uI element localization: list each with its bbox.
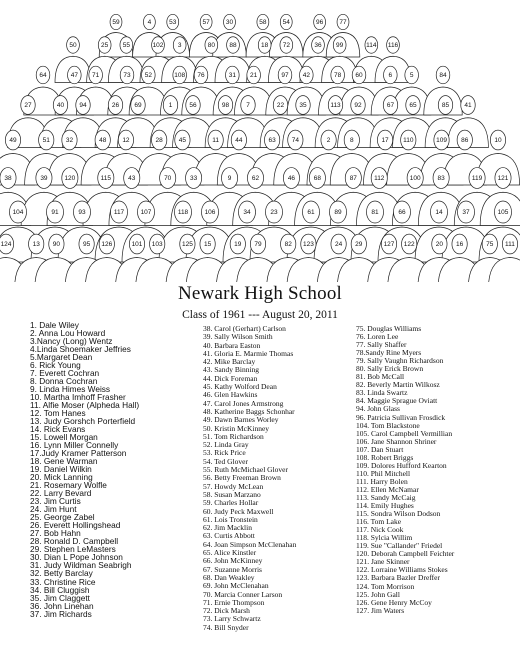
name-entry: 72. Dick Marsh	[203, 606, 250, 616]
name-entry: 117. Nick Cook	[356, 525, 404, 535]
person-number-label: 27	[24, 102, 32, 110]
person-number-label: 13	[32, 241, 40, 249]
name-entry: 34. Bill Cluggish	[30, 584, 90, 595]
name-entry: 63. Curtis Abbott	[203, 531, 255, 541]
person-number-label: 4	[147, 19, 152, 27]
name-list-column-3	[356, 325, 454, 615]
person-number-label: 16	[455, 241, 464, 249]
person-number-label: 9	[227, 175, 232, 183]
name-entry: 8. Donna Cochran	[30, 376, 98, 387]
name-entry: 16. Lynn Miller Connelly	[30, 440, 119, 451]
name-entry: 110. Phil Mitchell	[356, 468, 411, 478]
person-number-label: 44	[235, 137, 243, 145]
person-number-label: 8	[350, 137, 354, 145]
person-number-label: 110	[403, 137, 414, 145]
person-number-label: 79	[254, 241, 262, 249]
person-number-label: 34	[243, 209, 251, 217]
name-entry: 14. Rick Evans	[30, 424, 86, 435]
name-list-column-1	[30, 321, 139, 618]
person-number-label: 126	[101, 241, 113, 249]
person-number-label: 109	[436, 137, 447, 145]
person-number-label: 77	[339, 19, 347, 27]
person-number-label: 35	[299, 102, 307, 110]
person-number-label: 97	[281, 72, 289, 80]
person-number-label: 93	[78, 209, 86, 217]
name-entry: 37. Jim Richards	[30, 608, 92, 619]
person-number-label: 52	[144, 72, 152, 80]
name-entry: 26. Everett Hollingshead	[30, 520, 121, 531]
name-entry: 75. Douglas Williams	[356, 324, 422, 333]
person-number-label: 26	[111, 102, 120, 110]
name-entry: 114. Emily Hughes	[356, 501, 414, 511]
person-number-label: 90	[52, 241, 61, 249]
person-number-label: 61	[307, 209, 315, 217]
name-entry: 124. Tom Morrison	[356, 581, 415, 591]
person-number-label: 64	[39, 72, 47, 80]
person-number-label: 71	[92, 72, 100, 80]
person-number-label: 25	[101, 42, 109, 50]
person-number-label: 7	[246, 102, 250, 110]
person-number-label: 38	[4, 175, 12, 183]
person-number-label: 102	[152, 42, 164, 50]
name-entry: 127. Jim Waters	[356, 605, 405, 615]
person-number-label: 123	[302, 241, 314, 249]
person-number-label: 100	[409, 175, 421, 183]
person-number-label: 89	[334, 209, 342, 217]
name-entry: 74. Bill Snyder	[203, 622, 249, 632]
person-number-label: 49	[9, 137, 17, 145]
person-number-label: 58	[259, 19, 267, 27]
person-number-label: 24	[334, 241, 343, 249]
person-number-label: 115	[100, 175, 111, 183]
name-entry: 70. Marcia Conner Larson	[203, 589, 283, 599]
person-number-label: 127	[383, 241, 395, 249]
name-entry: 29. Stephen LeMasters	[30, 544, 116, 555]
name-entry: 73. Larry Schwartz	[203, 614, 261, 624]
name-entry: 104. Tom Blackstone	[356, 420, 420, 430]
name-entry: 81. Bob McCall	[356, 372, 405, 382]
person-number-label: 80	[207, 42, 215, 50]
name-entry: 7. Everett Cochran	[30, 368, 100, 379]
person-number-label: 75	[486, 241, 494, 249]
person-number-label: 116	[387, 42, 399, 50]
name-entry: 108. Robert Briggs	[356, 452, 414, 462]
name-entry: 13. Judy Gorshch Porterfield	[30, 416, 136, 427]
person-number-label: 56	[189, 102, 197, 110]
name-entry: 4.Linda Shoemaker Jeffries	[30, 344, 131, 355]
person-number-label: 84	[439, 72, 447, 80]
person-number-label: 22	[276, 102, 285, 110]
person-number-label: 42	[302, 72, 310, 80]
person-number-label: 48	[99, 137, 107, 145]
name-entry: 60. Judy Peck Maxwell	[203, 506, 274, 516]
name-entry: 54. Ted Glover	[203, 456, 248, 466]
name-entry: 122. Lorraine Williams Stokes	[356, 565, 448, 575]
name-entry: 23. Jim Curtis	[30, 496, 81, 507]
person-number-label: 2	[326, 137, 331, 145]
name-entry: 69. John McClenahan	[203, 581, 269, 591]
name-entry: 51. Tom Richardson	[203, 431, 264, 441]
person-number-label: 63	[268, 137, 276, 145]
name-entry: 65. Alice Kinstler	[203, 548, 257, 558]
person-number-label: 45	[178, 137, 187, 145]
person-number-label: 50	[69, 42, 77, 50]
name-entry: 61. Lois Tronstein	[203, 514, 258, 524]
person-number-label: 28	[155, 137, 163, 145]
name-entry: 1. Dale Wiley	[30, 320, 79, 330]
person-number-label: 92	[354, 102, 362, 110]
person-number-label: 78	[334, 72, 342, 80]
person-number-label: 60	[355, 72, 363, 80]
person-number-label: 11	[212, 137, 220, 145]
name-entry: 55. Ruth McMichael Glover	[203, 465, 288, 475]
person-number-label: 99	[336, 42, 344, 50]
person-number-label: 21	[250, 72, 258, 80]
person-number-label: 6	[388, 72, 393, 80]
person-number-label: 57	[202, 19, 210, 27]
name-entry: 62. Jim Macklin	[203, 523, 252, 533]
name-entry: 77. Sally Shaffer	[356, 340, 407, 350]
person-number-label: 87	[349, 175, 357, 183]
name-entry: 32. Betty Barclay	[30, 568, 93, 579]
person-number-label: 103	[151, 241, 163, 249]
person-number-label: 86	[461, 137, 469, 145]
name-entry: 120. Deborah Campbell Feichter	[356, 549, 455, 559]
name-entry: 80. Sally Erick Brown	[356, 364, 424, 374]
person-number-label: 32	[65, 137, 74, 145]
person-number-label: 69	[134, 102, 142, 110]
name-entry: 22. Larry Bevard	[30, 488, 92, 499]
person-number-label: 113	[330, 102, 341, 110]
person-number-label: 111	[505, 241, 515, 249]
person-number-label: 95	[82, 241, 91, 249]
person-number-label: 18	[261, 42, 269, 50]
person-number-label: 125	[181, 241, 193, 249]
person-number-label: 55	[122, 42, 130, 50]
person-number-label: 31	[228, 72, 236, 80]
name-entry: 11. Alfie Moser (Alpheda Hall)	[30, 400, 140, 411]
person-number-label: 41	[464, 102, 472, 110]
name-entry: 36. John Linehan	[30, 600, 94, 611]
name-entry: 12. Tom Hanes	[30, 408, 86, 419]
name-entry: 17.Judy Kramer Patterson	[30, 448, 127, 459]
name-entry: 52. Linda Gray	[203, 440, 249, 450]
name-entry: 21. Rosemary Wolfle	[30, 480, 107, 491]
person-number-label: 94	[79, 102, 87, 110]
person-number-label: 3	[177, 42, 182, 50]
person-number-label: 5	[409, 72, 414, 80]
person-number-label: 33	[190, 175, 198, 183]
name-entry: 33. Christine Rice	[30, 576, 96, 587]
person-number-label: 98	[221, 102, 230, 110]
name-entry: 18. Gene Warman	[30, 456, 98, 467]
person-number-label: 119	[471, 175, 483, 183]
name-entry: 64. Joan Simpson McClenahan	[203, 539, 297, 549]
name-list-column-2	[203, 325, 296, 632]
name-entry: 28. Ronald D. Campbell	[30, 536, 119, 547]
name-entry: 31. Judy Wildman Seabrigh	[30, 560, 132, 571]
person-number-label: 107	[140, 209, 152, 217]
name-entry: 41. Gloria E. Marmie Thomas	[203, 348, 294, 358]
person-number-label: 30	[225, 19, 234, 27]
name-entry: 40. Barbara Easton	[203, 340, 261, 350]
person-number-label: 29	[355, 241, 363, 249]
name-entry: 71. Ernie Thompson	[203, 597, 265, 607]
name-entry: 15. Lowell Morgan	[30, 432, 98, 443]
name-entry: 48. Katherine Baggs Schonhar	[203, 406, 295, 416]
name-entry: 53. Rick Price	[203, 448, 246, 458]
person-number-label: 106	[204, 209, 216, 217]
name-entry: 42. Mike Barclay	[203, 357, 256, 367]
person-number-label: 101	[131, 241, 143, 249]
name-entry: 125. John Gall	[356, 589, 400, 599]
person-number-label: 85	[441, 102, 450, 110]
person-number-label: 83	[437, 175, 445, 183]
person-number-label: 76	[197, 72, 205, 80]
name-entry: 56. Betty Freeman Brown	[203, 473, 281, 483]
person-number-label: 96	[316, 19, 324, 27]
person-number-label: 54	[282, 19, 290, 27]
name-entry: 119. Sue "Callander" Friedel	[356, 541, 443, 551]
name-entry: 5.Margaret Dean	[30, 352, 93, 363]
person-number-label: 104	[12, 209, 24, 217]
person-number-label: 82	[284, 241, 292, 249]
name-entry: 46. Glen Hawkins	[203, 390, 258, 400]
person-number-label: 112	[374, 175, 385, 183]
person-number-label: 40	[56, 102, 65, 110]
person-number-label: 114	[366, 42, 377, 50]
name-entry: 57. Howdy McLean	[203, 481, 264, 491]
person-number-label: 117	[113, 209, 125, 217]
name-entry: 10. Martha Imhoff Frasher	[30, 392, 126, 403]
person-number-label: 14	[435, 209, 443, 217]
name-entry: 83. Linda Swartz	[356, 388, 408, 398]
person-number-label: 66	[398, 209, 406, 217]
person-number-label: 81	[371, 209, 379, 217]
person-number-label: 19	[234, 241, 242, 249]
person-number-label: 121	[497, 175, 509, 183]
name-entry: 49. Dawn Barnes Worley	[203, 415, 279, 425]
person-number-label: 43	[128, 175, 136, 183]
person-number-label: 39	[40, 175, 48, 183]
name-entry: 27. Bob Hahn	[30, 528, 81, 539]
name-entry: 126. Gene Henry McCoy	[356, 597, 432, 607]
name-entry: 111. Harry Bolen	[356, 476, 408, 486]
person-number-label: 72	[282, 42, 290, 50]
person-number-label: 88	[229, 42, 237, 50]
name-entry: 38. Carol (Gerhart) Carlson	[203, 324, 286, 333]
name-entry: 59. Charles Hollar	[203, 498, 259, 508]
name-entry: 9. Linda Himes Weiss	[30, 384, 111, 395]
person-number-label: 17	[381, 137, 389, 145]
name-entry: 50. Kristin McKinney	[203, 423, 270, 433]
name-entry: 67. Suzanne Morris	[203, 564, 262, 574]
name-entry: 113. Sandy McCaig	[356, 492, 416, 502]
person-number-label: 74	[291, 137, 299, 145]
name-entry: 68. Dan Weakley	[203, 572, 255, 582]
name-entry: 39. Sally Wilson Smith	[203, 332, 273, 342]
person-number-label: 47	[70, 72, 78, 80]
name-entry: 19. Daniel Wilkin	[30, 464, 92, 475]
person-number-label: 68	[313, 175, 321, 183]
name-entry: 45. Kathy Wolford Dean	[203, 382, 277, 392]
person-number-label: 36	[314, 42, 322, 50]
name-entry: 47. Carol Jones Armstrong	[203, 398, 284, 408]
person-number-label: 120	[64, 175, 76, 183]
person-number-label: 65	[409, 102, 417, 110]
person-number-label: 67	[386, 102, 395, 110]
name-entry: 105. Carol Campbell Vermillian	[356, 428, 453, 438]
name-entry: 106. Jane Shannon Shriner	[356, 436, 437, 446]
person-number-label: 53	[169, 19, 177, 27]
person-number-label: 23	[270, 209, 278, 217]
name-entry: 25. George Zabel	[30, 512, 95, 523]
name-entry: 6. Rick Young	[30, 360, 81, 371]
name-entry: 76. Loren Lee	[356, 332, 399, 342]
person-number-label: 62	[251, 175, 260, 183]
person-number-label: 15	[203, 241, 212, 249]
name-entry: 35. Jim Claggett	[30, 592, 90, 603]
name-entry: 115. Sondra Wilson Dodson	[356, 509, 441, 519]
name-entry: 82. Beverly Martin Wilkosz	[356, 380, 440, 390]
name-entry: 116. Tom Lake	[356, 517, 402, 527]
person-number-label: 105	[497, 209, 509, 217]
name-entry: 107. Dan Stuart	[356, 444, 404, 454]
name-entry: 2. Anna Lou Howard	[30, 328, 106, 339]
name-entry: 30. Dian L Pope Johnson	[30, 552, 123, 563]
person-number-label: 51	[42, 137, 50, 145]
person-number-label: 59	[112, 19, 120, 27]
name-entry: 66. John McKinney	[203, 556, 263, 566]
name-entry: 94. John Glass	[356, 404, 400, 414]
name-entry: 58. Susan Marzano	[203, 489, 261, 499]
name-entry: 44. Dick Foreman	[203, 373, 258, 383]
person-number-label: 10	[494, 137, 502, 145]
name-entry: 24. Jim Hunt	[30, 504, 77, 515]
name-entry: 78.Sandy Rine Myers	[356, 348, 422, 358]
class-photo-sketch	[0, 0, 520, 282]
name-entry: 96. Patricia Sullivan Frosdick	[356, 412, 446, 422]
person-number-label: 20	[435, 241, 444, 249]
name-entry: 123. Barbara Bazler Dreffer	[356, 573, 440, 583]
person-number-label: 122	[403, 241, 415, 249]
name-entry: 20. Mick Lanning	[30, 472, 93, 483]
person-number-label: 1	[168, 102, 173, 110]
name-entry: 43. Sandy Binning	[203, 365, 260, 375]
person-number-label: 108	[174, 72, 186, 80]
name-entry: 121. Jane Skinner	[356, 557, 410, 567]
person-number-label: 118	[177, 209, 189, 217]
person-number-label: 73	[123, 72, 131, 80]
name-entry: 112. Ellen McNamar	[356, 484, 419, 494]
name-entry: 3.Nancy (Long) Wentz	[30, 336, 113, 347]
person-number-label: 46	[287, 175, 296, 183]
name-entry: 79. Sally Vaughn Richardson	[356, 356, 444, 366]
school-name: Newark High School	[177, 283, 342, 304]
name-entry: 109. Dolores Hufford Kearton	[356, 460, 447, 470]
person-number-label: 12	[122, 137, 130, 145]
person-number-label: 91	[51, 209, 59, 217]
class-reunion-line: Class of 1961 --- August 20, 2011	[182, 309, 338, 321]
person-number-label: 70	[164, 175, 172, 183]
person-number-label: 37	[462, 209, 470, 217]
name-entry: 118. Sylcia Willim	[356, 533, 413, 543]
person-number-label: 124	[0, 241, 12, 249]
name-entry: 84. Maggie Sprague Oviatt	[356, 396, 438, 406]
